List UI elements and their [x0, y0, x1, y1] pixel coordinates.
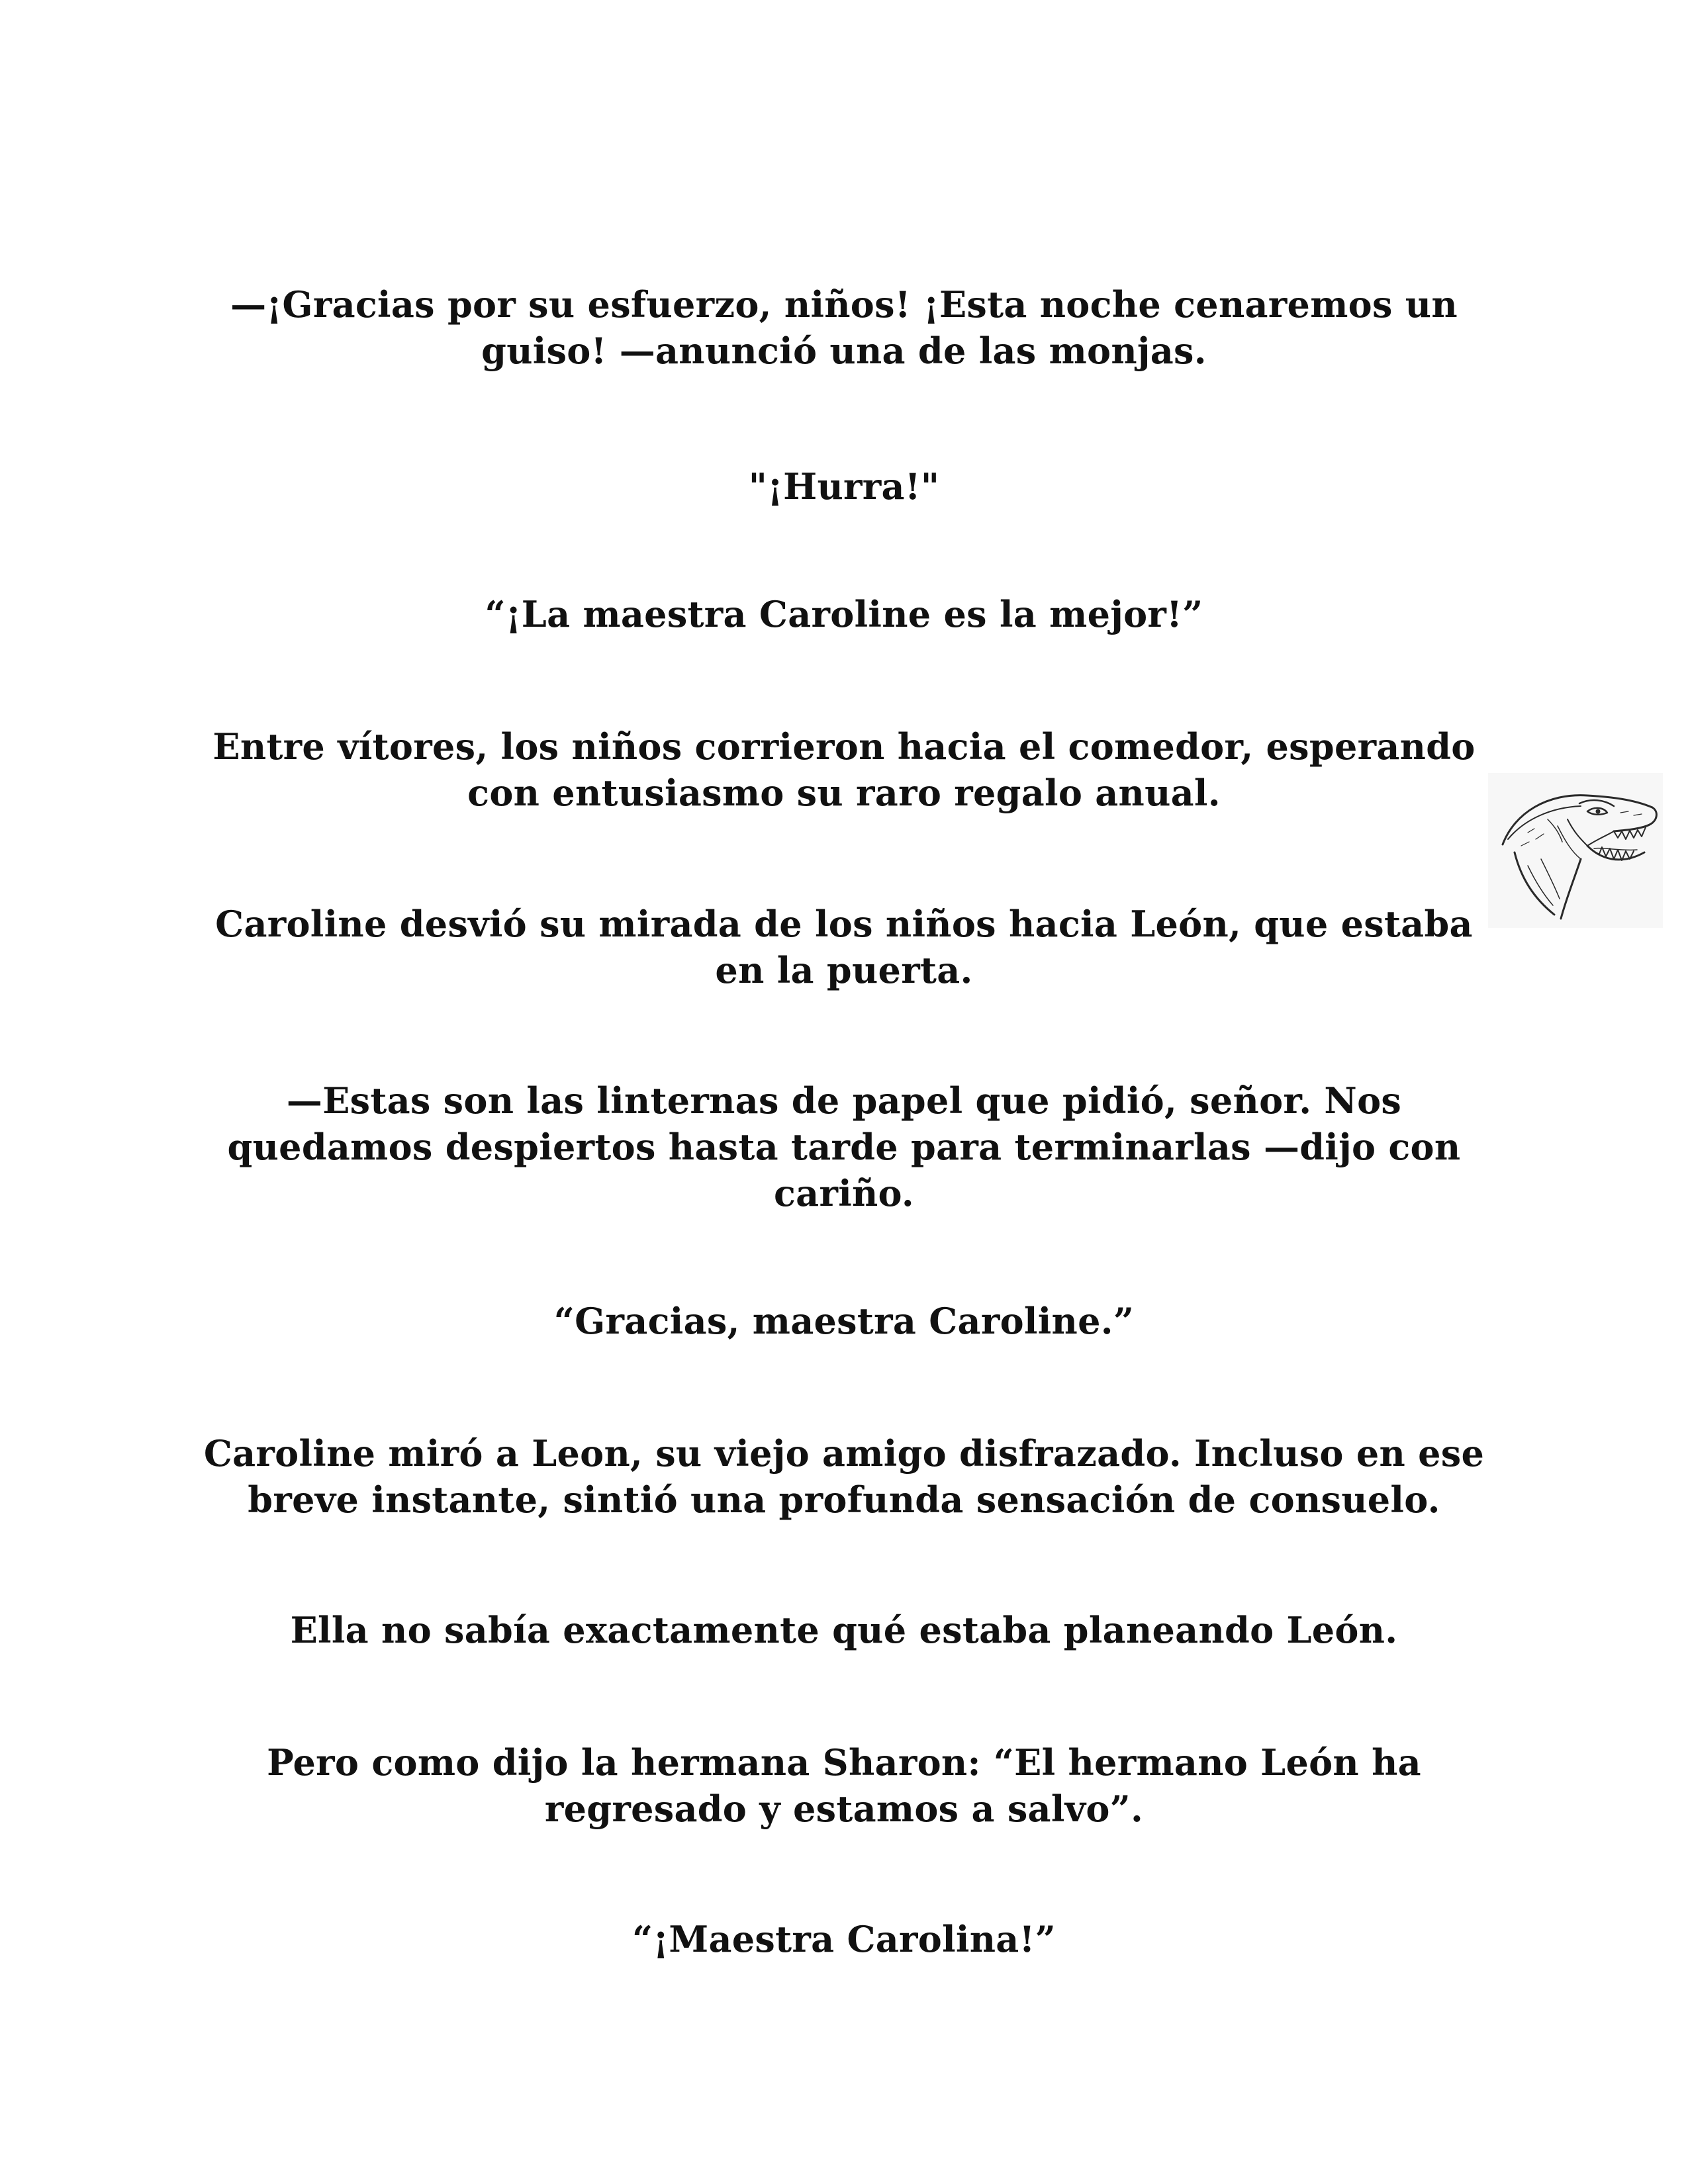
paragraph-cheers: Entre vítores, los niños corrieron hacia el comedor, esperando con entusiasmo su raro regalo anual. [212, 725, 1476, 814]
paragraph-sharon: Pero como dijo la hermana Sharon: “El hermano León ha regresado y estamos a salvo”. [267, 1741, 1421, 1830]
paragraph-planning: Ella no sabía exactamente qué estaba planeando León. [290, 1609, 1398, 1651]
paragraph-carolina: “¡Maestra Carolina!” [632, 1918, 1056, 1960]
paragraph-best-teacher: “¡La maestra Caroline es la mejor!” [485, 593, 1203, 635]
dinosaur-head-sketch-icon [1488, 773, 1663, 928]
paragraph-lanterns: —Estas son las linternas de papel que pidió, señor. Nos quedamos despiertos hasta tarde para terminarlas —dijo con cariño. [227, 1079, 1461, 1214]
paragraph-comfort: Caroline miró a Leon, su viejo amigo disfrazado. Incluso en ese breve instante, sintió una profunda sensación de consuelo. [203, 1432, 1485, 1521]
paragraph-gaze: Caroline desvió su mirada de los niños hacia León, que estaba en la puerta. [215, 903, 1473, 991]
paragraph-thanks: “Gracias, maestra Caroline.” [553, 1300, 1135, 1342]
paragraph-announcement: —¡Gracias por su esfuerzo, niños! ¡Esta noche cenaremos un guiso! —anunció una de las monjas. [230, 283, 1458, 372]
paragraph-hurra: "¡Hurra!" [748, 465, 940, 508]
